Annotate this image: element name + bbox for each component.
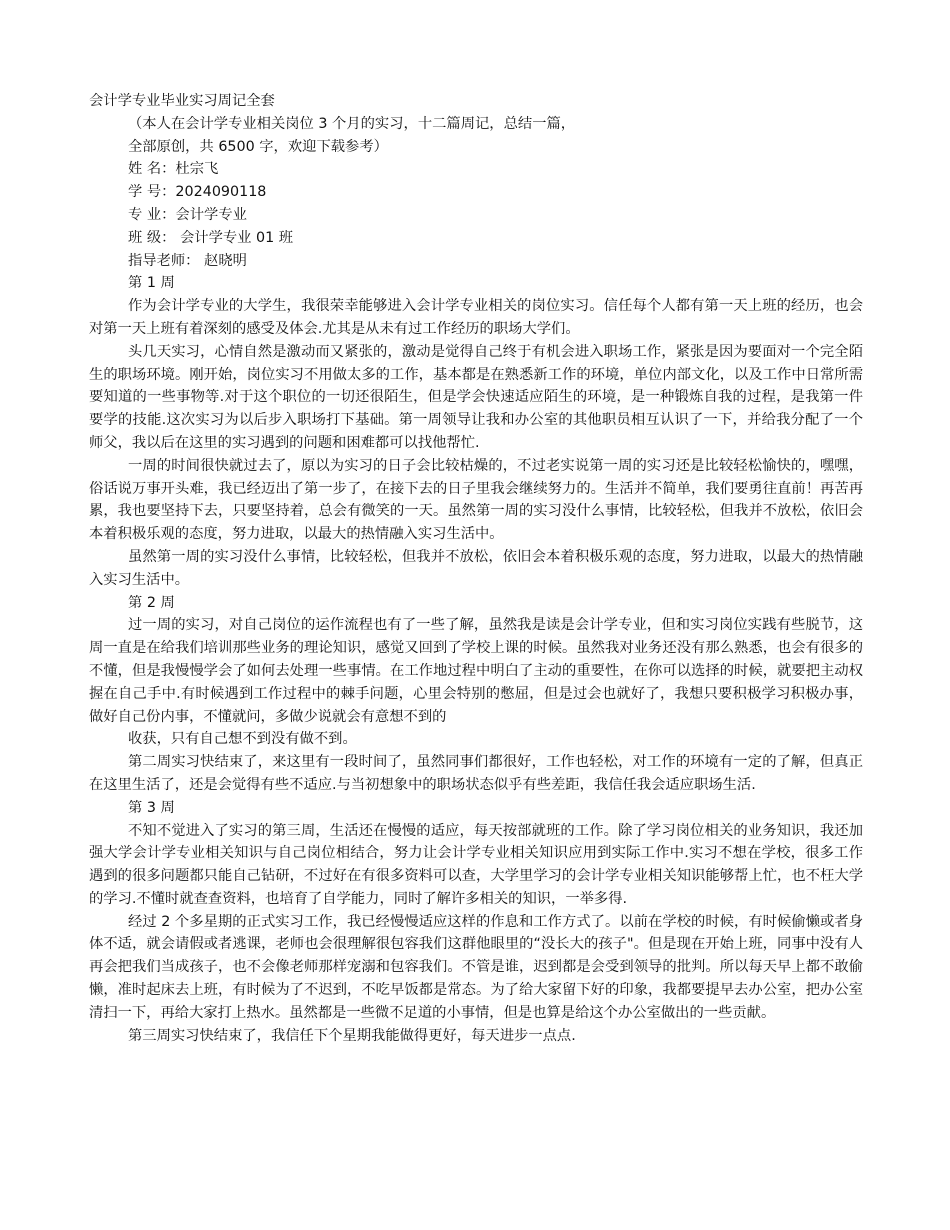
document-page xyxy=(89,90,863,1047)
week-paragraph: 一周的时间很快就过去了，原以为实习的日子会比较枯燥的，不过老实说第一周的实习还是比较轻松愉快的，嘿嘿，俗话说万事开头难，我已经迈出了第一步了，在接下去的日子里我会继续努力的。生活并不简单，我们要勇往直前！再苦再累，我也要坚持下去，只要坚持着，总会有微笑的一天。虽然第一周的实习没什么事情，比较轻松，但我并不放松，依旧会本着积极乐观的态度，努力进取，以最大的热情融入实习生活中。 xyxy=(89,457,863,543)
week-paragraph: 虽然第一周的实习没什么事情，比较轻松，但我并不放松，依旧会本着积极乐观的态度，努力进取，以最大的热情融入实习生活中。 xyxy=(89,548,863,588)
week-paragraph: 过一周的实习，对自己岗位的运作流程也有了一些了解，虽然我是读是会计学专业，但和实习岗位实践有些脱节，这周一直是在给我们培训那些业务的理论知识，感觉又回到了学校上课的时候。虽然我对业务还没有那么熟悉，也会有很多的不懂，但是我慢慢学会了如何去处理一些事情。在工作地过程中明白了主动的重要性，在你可以选择的时候，就要把主动权握在自己手中.有时候遇到工作过程中的棘手问题，心里会特别的憋屈，但是过会也就好了，我想只要积极学习积极办事，做好自己份内事，不懂就问，多做少说就会有意想不到的 xyxy=(89,617,863,725)
week-paragraph: 收获，只有自己想不到没有做不到。 xyxy=(128,731,357,748)
student-name: 姓 名：杜宗飞 xyxy=(128,161,219,178)
week-paragraph: 作为会计学专业的大学生，我很荣幸能够进入会计学专业相关的岗位实习。信任每个人都有第一天上班的经历，也会对第一天上班有着深刻的感受及体会.尤其是从未有过工作经历的职场大学们。 xyxy=(89,298,863,337)
student-major: 专 业：会计学专业 xyxy=(128,206,247,223)
student-advisor: 指导老师： 赵晓明 xyxy=(128,252,247,269)
document-note-line-1: （本人在会计学专业相关岗位 3 个月的实习，十二篇周记，总结一篇， xyxy=(128,115,576,132)
week-paragraph: 头几天实习，心情自然是激动而又紧张的，激动是觉得自己终于有机会进入职场工作，紧张是因为要面对一个完全陌生的职场环境。刚开始，岗位实习不用做太多的工作，基本都是在熟悉新工作的环境，单位内部文化，以及工作中日常所需要知道的一些事物等.对于这个职位的一切还很陌生，但是学会快速适应陌生的环境，是一种锻炼自我的过程，是我第一件要学的技能.这次实习为以后步入职场打下基础。第一周领导让我和办公室的其他职员相互认识了一下，并给我分配了一个师父，我以后在这里的实习遇到的问题和困难都可以找他帮忙. xyxy=(89,343,863,451)
week-paragraph: 第三周实习快结束了，我信任下个星期我能做得更好，每天进步一点点. xyxy=(128,1027,576,1044)
student-class: 班 级： 会计学专业 01 班 xyxy=(128,229,294,246)
week-heading: 第 1 周 xyxy=(128,275,175,292)
week-heading: 第 3 周 xyxy=(128,799,175,816)
student-id: 学 号：2024090118 xyxy=(128,184,267,201)
week-heading: 第 2 周 xyxy=(128,594,175,611)
document-note-line-2: 全部原创，共 6500 字，欢迎下载参考） xyxy=(128,138,388,155)
document-title: 会计学专业毕业实习周记全套 xyxy=(89,93,275,109)
week-paragraph: 经过 2 个多星期的正式实习工作，我已经慢慢适应这样的作息和工作方式了。以前在学校的时候，有时候偷懒或者身体不适，就会请假或者逃课，老师也会很理解很包容我们这群他眼里的“没长大的孩子"。但是现在开始上班，同事中没有人再会把我们当成孩子，也不会像老师那样宠溺和包容我们。不管是谁，迟到都是会受到领导的批判。所以每天早上都不敢偷懒，准时起床去上班，有时候为了不迟到，不吃早饭都是常态。为了给大家留下好的印象，我都要提早去办公室，把办公室清扫一下，再给大家打上热水。虽然都是一些微不足道的小事情，但是也算是给这个办公室做出的一些贡献。 xyxy=(89,913,863,1021)
week-paragraph: 第二周实习快结束了，来这里有一段时间了，虽然同事们都很好，工作也轻松，对工作的环境有一定的了解，但真正在这里生活了，还是会觉得有些不适应.与当初想象中的职场状态似乎有些差距，我信任我会适应职场生活. xyxy=(89,754,863,793)
week-paragraph: 不知不觉进入了实习的第三周，生活还在慢慢的适应，每天按部就班的工作。除了学习岗位相关的业务知识，我还加强大学会计学专业相关知识与自己岗位相结合，努力让会计学专业相关知识应用到实际工作中.实习不想在学校，很多工作遇到的很多问题都只能自己钻研，不过好在有很多资料可以查，大学里学习的会计学专业相关知识能够帮上忙，也不枉大学的学习.不懂时就查查资料，也培育了自学能力，同时了解许多相关的知识，一举多得. xyxy=(89,822,863,907)
